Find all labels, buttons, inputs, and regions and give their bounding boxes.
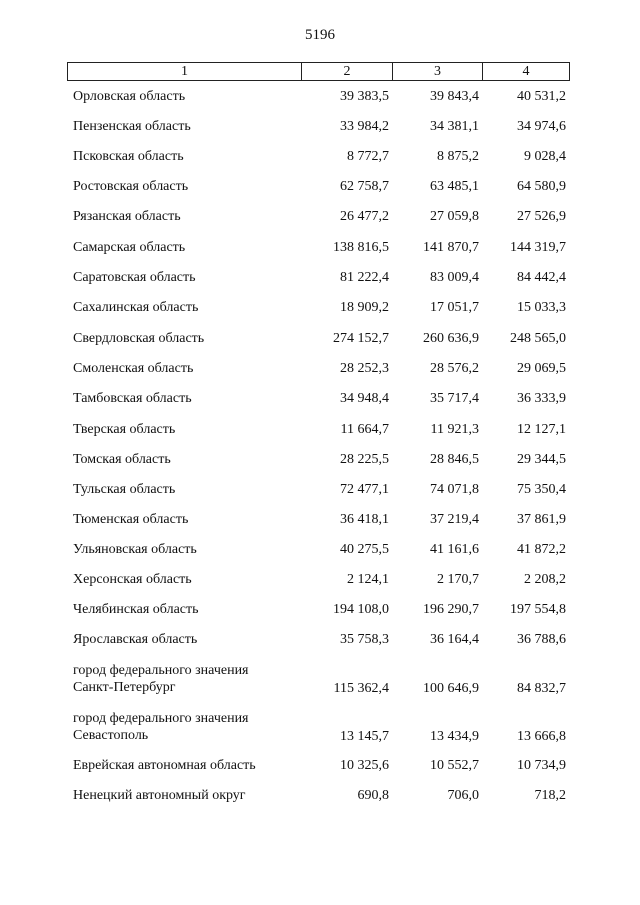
- value-col-2: 28 225,5: [340, 452, 389, 467]
- value-col-2: 2 124,1: [347, 572, 389, 587]
- value-col-2: 274 152,7: [333, 331, 389, 346]
- region-name: Ульяновская область: [73, 542, 197, 557]
- region-name: Тульская область: [73, 482, 176, 497]
- region-name: Саратовская область: [73, 270, 196, 285]
- value-col-3: 196 290,7: [423, 602, 479, 617]
- value-col-4: 75 350,4: [517, 482, 566, 497]
- value-col-3: 83 009,4: [430, 270, 479, 285]
- region-name: Сахалинская область: [73, 300, 199, 315]
- value-col-3: 8 875,2: [437, 149, 479, 164]
- value-col-2: 40 275,5: [340, 542, 389, 557]
- value-col-3: 37 219,4: [430, 512, 479, 527]
- value-col-2: 13 145,7: [340, 729, 389, 744]
- value-col-4: 197 554,8: [510, 602, 566, 617]
- value-col-4: 41 872,2: [517, 542, 566, 557]
- value-col-4: 37 861,9: [517, 512, 566, 527]
- region-name: Свердловская область: [73, 331, 205, 346]
- value-col-2: 690,8: [357, 788, 389, 803]
- value-col-3: 41 161,6: [430, 542, 479, 557]
- value-col-2: 36 418,1: [340, 512, 389, 527]
- region-name: Ненецкий автономный округ: [73, 788, 246, 803]
- value-col-2: 33 984,2: [340, 119, 389, 134]
- table-header: [67, 62, 570, 81]
- value-col-4: 718,2: [534, 788, 566, 803]
- value-col-2: 115 362,4: [333, 681, 389, 696]
- value-col-4: 12 127,1: [517, 422, 566, 437]
- value-col-4: 10 734,9: [517, 758, 566, 773]
- value-col-3: 141 870,7: [423, 240, 479, 255]
- value-col-2: 35 758,3: [340, 632, 389, 647]
- value-col-4: 29 344,5: [517, 452, 566, 467]
- value-col-4: 84 442,4: [517, 270, 566, 285]
- value-col-3: 74 071,8: [430, 482, 479, 497]
- header-col-3: 3: [392, 63, 482, 80]
- value-col-2: 138 816,5: [333, 240, 389, 255]
- header-col-2: 2: [301, 63, 392, 80]
- value-col-2: 62 758,7: [340, 179, 389, 194]
- value-col-4: 2 208,2: [524, 572, 566, 587]
- value-col-3: 100 646,9: [423, 681, 479, 696]
- region-name: Еврейская автономная область: [73, 758, 256, 773]
- value-col-3: 11 921,3: [430, 422, 479, 437]
- value-col-4: 40 531,2: [517, 89, 566, 104]
- value-col-2: 10 325,6: [340, 758, 389, 773]
- value-col-3: 27 059,8: [430, 209, 479, 224]
- header-col-4: 4: [482, 63, 569, 80]
- page-number: 5196: [305, 27, 335, 43]
- value-col-3: 260 636,9: [423, 331, 479, 346]
- value-col-3: 35 717,4: [430, 391, 479, 406]
- region-name: Орловская область: [73, 89, 186, 104]
- value-col-2: 28 252,3: [340, 361, 389, 376]
- value-col-2: 72 477,1: [340, 482, 389, 497]
- region-name: Томская область: [73, 452, 171, 467]
- value-col-4: 84 832,7: [517, 681, 566, 696]
- region-name: Тверская область: [73, 422, 176, 437]
- value-col-3: 28 576,2: [430, 361, 479, 376]
- region-name: Ростовская область: [73, 179, 189, 194]
- value-col-3: 63 485,1: [430, 179, 479, 194]
- value-col-4: 34 974,6: [517, 119, 566, 134]
- region-name: Псковская область: [73, 149, 184, 164]
- region-name: Тюменская область: [73, 512, 189, 527]
- value-col-3: 36 164,4: [430, 632, 479, 647]
- header-col-1: 1: [181, 63, 188, 79]
- value-col-4: 29 069,5: [517, 361, 566, 376]
- value-col-4: 13 666,8: [517, 729, 566, 744]
- region-name: Челябинская область: [73, 602, 199, 617]
- value-col-4: 248 565,0: [510, 331, 566, 346]
- value-col-2: 81 222,4: [340, 270, 389, 285]
- value-col-3: 706,0: [447, 788, 479, 803]
- value-col-4: 144 319,7: [510, 240, 566, 255]
- value-col-3: 17 051,7: [430, 300, 479, 315]
- value-col-2: 8 772,7: [347, 149, 389, 164]
- region-name: Рязанская область: [73, 209, 181, 224]
- value-col-4: 15 033,3: [517, 300, 566, 315]
- region-name: Смоленская область: [73, 361, 194, 376]
- value-col-4: 9 028,4: [524, 149, 566, 164]
- value-col-2: 39 383,5: [340, 89, 389, 104]
- region-name: Ярославская область: [73, 632, 198, 647]
- region-name: Тамбовская область: [73, 391, 192, 406]
- value-col-4: 64 580,9: [517, 179, 566, 194]
- value-col-2: 194 108,0: [333, 602, 389, 617]
- value-col-4: 36 788,6: [517, 632, 566, 647]
- value-col-3: 13 434,9: [430, 729, 479, 744]
- region-name: Самарская область: [73, 240, 186, 255]
- region-name: город федерального значения Севастополь: [73, 711, 249, 743]
- value-col-3: 2 170,7: [437, 572, 479, 587]
- region-name: Пензенская область: [73, 119, 191, 134]
- value-col-4: 36 333,9: [517, 391, 566, 406]
- region-name: город федерального значения Санкт-Петербург: [73, 663, 249, 695]
- value-col-2: 34 948,4: [340, 391, 389, 406]
- value-col-2: 18 909,2: [340, 300, 389, 315]
- value-col-3: 34 381,1: [430, 119, 479, 134]
- value-col-2: 26 477,2: [340, 209, 389, 224]
- value-col-3: 39 843,4: [430, 89, 479, 104]
- value-col-4: 27 526,9: [517, 209, 566, 224]
- region-name: Херсонская область: [73, 572, 192, 587]
- value-col-3: 28 846,5: [430, 452, 479, 467]
- value-col-3: 10 552,7: [430, 758, 479, 773]
- value-col-2: 11 664,7: [340, 422, 389, 437]
